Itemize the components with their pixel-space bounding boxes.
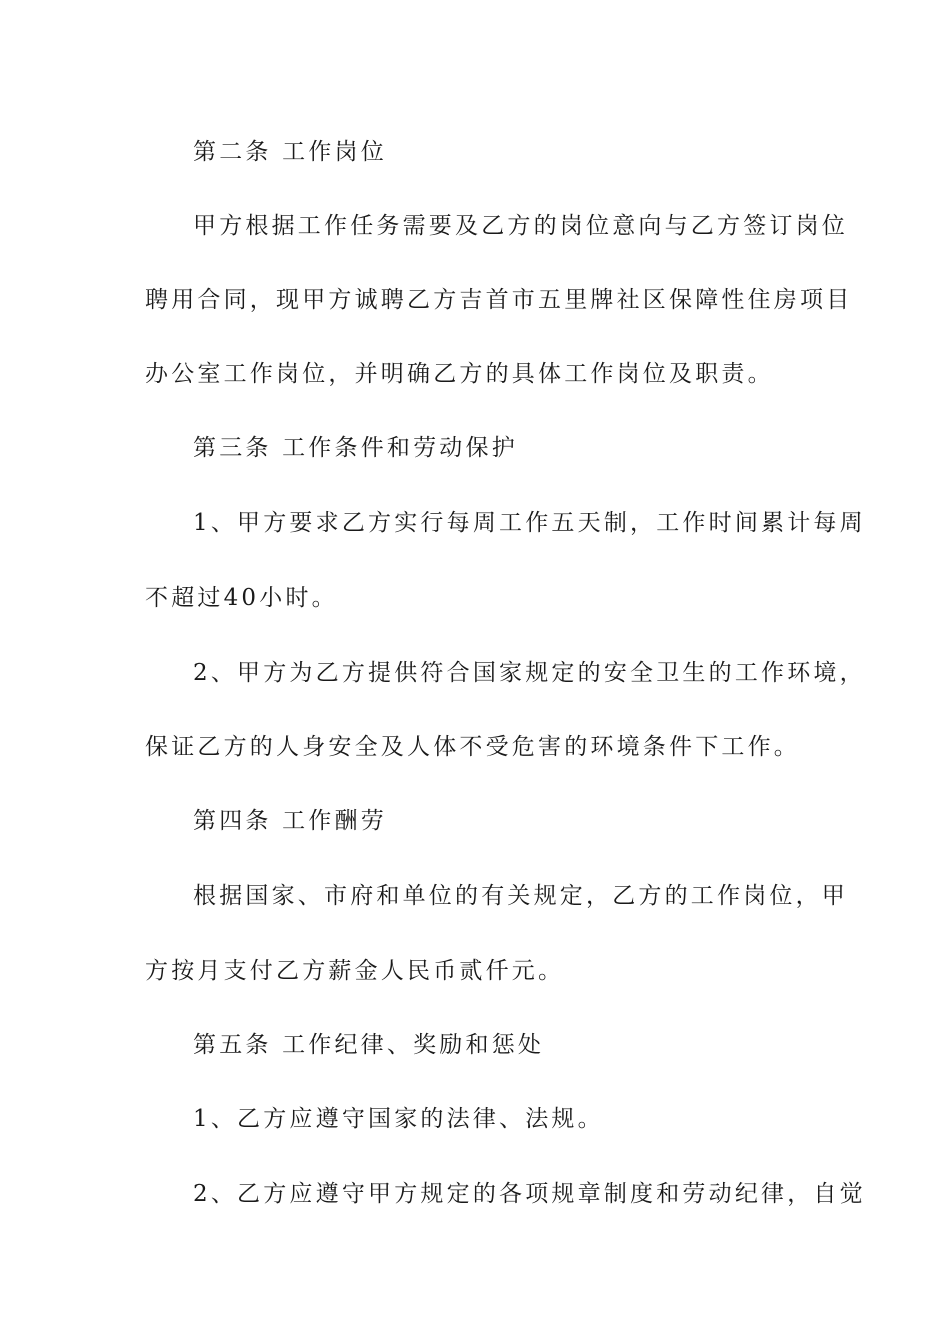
paragraph-line: 不超过40小时。: [145, 585, 338, 611]
paragraph-line: 保证乙方的人身安全及人体不受危害的环境条件下工作。: [145, 734, 800, 760]
paragraph-line: 1、甲方要求乙方实行每周工作五天制，工作时间累计每周: [193, 510, 866, 536]
article-2-heading: 第二条 工作岗位: [193, 139, 387, 165]
paragraph-line: 2、乙方应遵守甲方规定的各项规章制度和劳动纪律，自觉: [193, 1181, 866, 1207]
paragraph-line: 聘用合同，现甲方诚聘乙方吉首市五里牌社区保障性住房项目: [145, 287, 853, 313]
paragraph-line: 办公室工作岗位，并明确乙方的具体工作岗位及职责。: [145, 361, 774, 387]
paragraph-line: 方按月支付乙方薪金人民币贰仟元。: [145, 958, 565, 984]
article-3-heading: 第三条 工作条件和劳动保护: [193, 435, 518, 461]
paragraph-line: 甲方根据工作任务需要及乙方的岗位意向与乙方签订岗位: [193, 213, 848, 239]
paragraph-line: 2、甲方为乙方提供符合国家规定的安全卫生的工作环境，: [193, 660, 866, 686]
paragraph-line: 1、乙方应遵守国家的法律、法规。: [193, 1106, 604, 1132]
paragraph-line: 根据国家、市府和单位的有关规定，乙方的工作岗位，甲: [193, 883, 848, 909]
article-5-heading: 第五条 工作纪律、奖励和惩处: [193, 1032, 545, 1058]
article-4-heading: 第四条 工作酬劳: [193, 808, 387, 834]
